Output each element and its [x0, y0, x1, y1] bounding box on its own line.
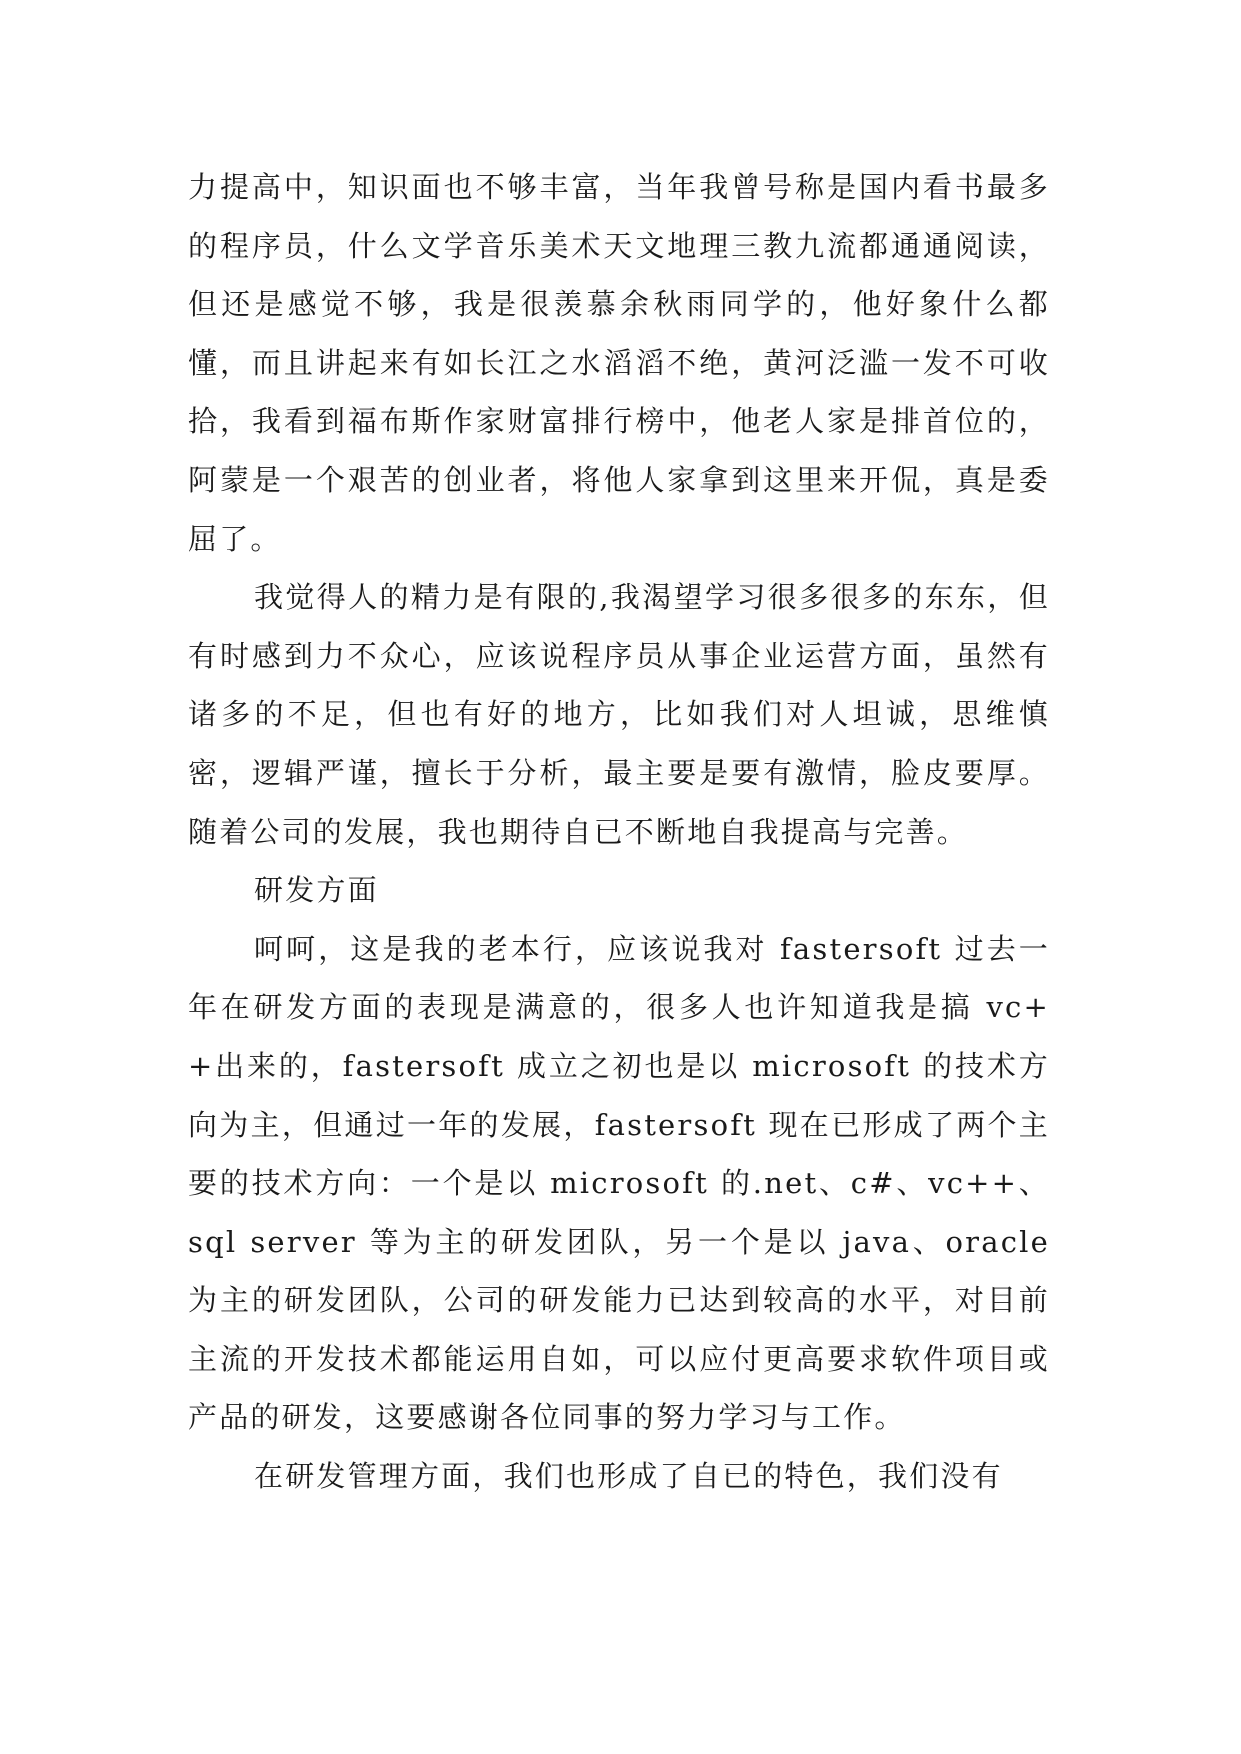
document-body — [188, 158, 1050, 1506]
section-heading-rd: 研发方面 — [254, 873, 379, 908]
paragraph-3: 呵呵，这是我的老本行，应该说我对 fastersoft 过去一年在研发方面的表现是满意的，很多人也许知道我是搞 vc++出来的，fastersoft 成立之初也是以 microsoft 的技术方向为主，但通过一年的发展，fastersoft 现在已形成了两个主要的技术方向：一个是以 microsoft 的.net、c#、vc++、sql server 等为主的研发团队，另一个是以 java、oracle 为主的研发团队，公司的研发能力已达到较高的水平，对目前主流的开发技术都能运用自如，可以应付更高要求软件项目或产品的研发，这要感谢各位同事的努力学习与工作。 — [188, 931, 1050, 1435]
paragraph-2: 我觉得人的精力是有限的,我渴望学习很多很多的东东，但有时感到力不众心，应该说程序员从事企业运营方面，虽然有诸多的不足，但也有好的地方，比如我们对人坦诚，思维慎密，逻辑严谨，擅长于分析，最主要是要有激情，脸皮要厚。随着公司的发展，我也期待自已不断地自我提高与完善。 — [188, 580, 1050, 849]
paragraph-4: 在研发管理方面，我们也形成了自已的特色，我们没有 — [254, 1459, 1003, 1494]
paragraph-1: 力提高中，知识面也不够丰富，当年我曾号称是国内看书最多的程序员，什么文学音乐美术天文地理三教九流都通通阅读，但还是感觉不够，我是很羡慕余秋雨同学的，他好象什么都懂，而且讲起来有如长江之水滔滔不绝，黄河泛滥一发不可收拾，我看到福布斯作家财富排行榜中，他老人家是排首位的，阿蒙是一个艰苦的创业者，将他人家拿到这里来开侃，真是委屈了。 — [188, 170, 1050, 556]
